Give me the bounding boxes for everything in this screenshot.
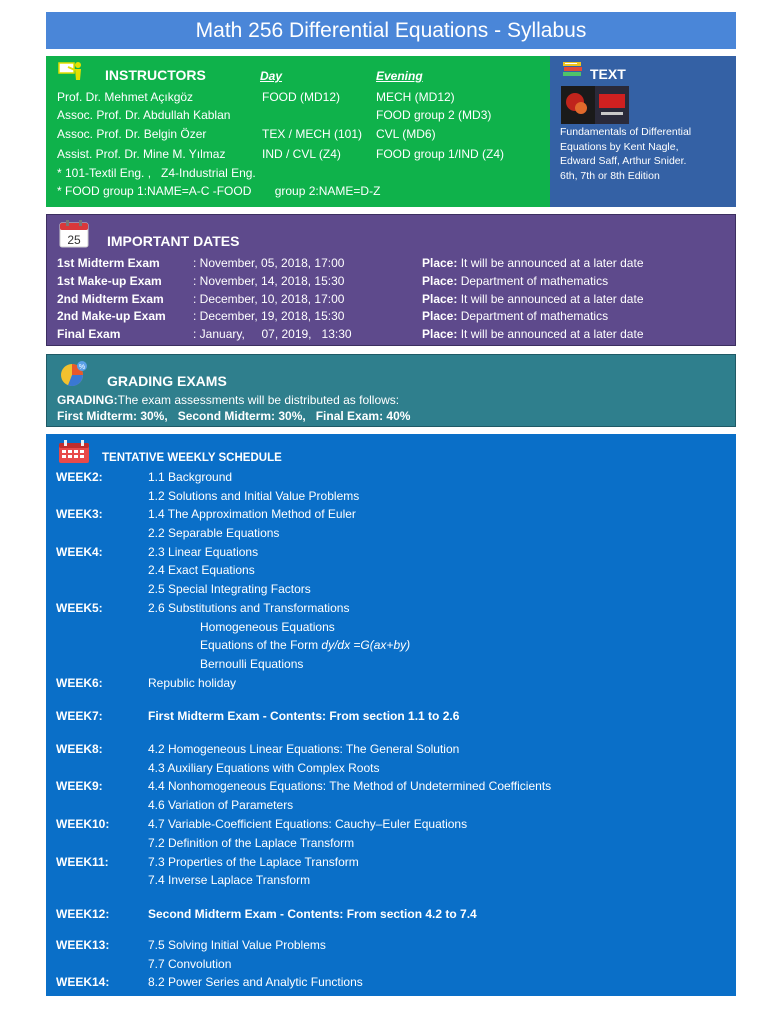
place-value: Department of mathematics (460, 274, 609, 288)
exam-date: : January, 07, 2019, 13:30 (193, 327, 352, 341)
exam-name: 1st Midterm Exam (57, 256, 160, 270)
place-label: Place: (422, 309, 458, 323)
week-label: WEEK7: (56, 709, 103, 723)
exam-date: : December, 19, 2018, 15:30 (193, 309, 345, 323)
equation-form: dy/dx =G(ax+by) (321, 638, 411, 652)
textbook-line: 6th, 7th or 8th Edition (560, 169, 660, 182)
pie-chart-icon (59, 361, 89, 387)
week-label: WEEK13: (56, 938, 110, 952)
place-label: Place: (422, 256, 458, 270)
grading-panel (46, 354, 736, 427)
title-bar (46, 12, 736, 49)
exam-place (422, 274, 608, 288)
textbook-line: Equations by Kent Nagle, (560, 140, 679, 153)
instructor-day: IND / CVL (Z4) (262, 147, 341, 161)
text-heading: TEXT (590, 66, 626, 82)
schedule-topic: First Midterm Exam - Contents: From section 1.1 to 2.6 (148, 709, 460, 723)
week-label: WEEK14: (56, 975, 110, 989)
instructor-name: Assoc. Prof. Dr. Belgin Özer (57, 127, 207, 141)
instructor-name: Assoc. Prof. Dr. Abdullah Kablan (57, 108, 231, 122)
schedule-topic: 7.4 Inverse Laplace Transform (148, 873, 311, 887)
week-label: WEEK12: (56, 907, 110, 921)
dates-heading: IMPORTANT DATES (107, 233, 240, 249)
schedule-topic: 2.3 Linear Equations (148, 545, 259, 559)
schedule-topic: Bernoulli Equations (200, 657, 304, 671)
textbook-panel (550, 56, 736, 207)
place-value: It will be announced at a later date (460, 256, 644, 270)
textbook-line: Edward Saff, Arthur Snider. (560, 155, 687, 167)
place-value: Department of mathematics (460, 309, 609, 323)
schedule-topic: 7.2 Definition of the Laplace Transform (148, 836, 355, 850)
exam-date: : November, 14, 2018, 15:30 (193, 274, 345, 288)
schedule-topic: Republic holiday (148, 676, 237, 690)
instructors-panel (46, 56, 550, 207)
textbook-description (560, 125, 691, 183)
calendar-icon (59, 220, 89, 248)
exam-name: 2nd Midterm Exam (57, 292, 164, 306)
calendar-day: 25 (67, 233, 81, 247)
schedule-topic: 1.2 Solutions and Initial Value Problems (148, 489, 360, 503)
week-label: WEEK2: (56, 470, 103, 484)
instructor-evening: FOOD group 1/IND (Z4) (376, 147, 505, 161)
schedule-topic: Homogeneous Equations (200, 620, 335, 634)
week-label: WEEK4: (56, 545, 103, 559)
weekly-schedule-panel (46, 434, 736, 996)
week-label: WEEK6: (56, 676, 103, 690)
place-label: Place: (422, 327, 458, 341)
column-evening: Evening (376, 69, 423, 83)
instructor-name: Assist. Prof. Dr. Mine M. Yılmaz (57, 147, 226, 161)
instructor-day: FOOD (MD12) (262, 90, 340, 104)
instructor-name: Prof. Dr. Mehmet Açıkgöz (57, 90, 194, 104)
week-label: WEEK3: (56, 507, 103, 521)
grading-weights: First Midterm: 30%, Second Midterm: 30%, Final Exam: 40% (57, 409, 411, 423)
exam-date: : December, 10, 2018, 17:00 (193, 292, 345, 306)
schedule-topic: Second Midterm Exam - Contents: From section 4.2 to 7.4 (148, 907, 477, 921)
instructors-note: * FOOD group 1:NAME=A-C -FOOD group 2:NAME=D-Z (57, 184, 381, 198)
exam-place (422, 256, 644, 270)
grading-text: The exam assessments will be distributed as follows: (117, 393, 400, 407)
schedule-topic: 4.2 Homogeneous Linear Equations: The General Solution (148, 742, 460, 756)
schedule-topic: 4.7 Variable-Coefficient Equations: Cauchy–Euler Equations (148, 817, 468, 831)
teacher-icon (58, 60, 84, 82)
week-label: WEEK5: (56, 601, 103, 615)
schedule-topic: 4.4 Nonhomogeneous Equations: The Method of Undetermined Coefficients (148, 779, 552, 793)
exam-date: : November, 05, 2018, 17:00 (193, 256, 345, 270)
exam-place (422, 292, 644, 306)
week-label: WEEK10: (56, 817, 110, 831)
svg-text:%: % (78, 364, 86, 371)
instructor-evening: CVL (MD6) (376, 127, 436, 141)
textbook-line: Fundamentals of Differential (560, 126, 692, 138)
place-value: It will be announced at a later date (460, 327, 644, 341)
place-label: Place: (422, 292, 458, 306)
schedule-topic: 2.5 Special Integrating Factors (148, 582, 311, 596)
important-dates-panel (46, 214, 736, 346)
schedule-topic: 7.7 Convolution (148, 957, 232, 971)
schedule-topic: 4.6 Variation of Parameters (148, 798, 294, 812)
instructors-heading: INSTRUCTORS (105, 67, 206, 83)
instructors-note: * 101-Textil Eng. , Z4-Industrial Eng. (57, 166, 256, 180)
page-title: Math 256 Differential Equations - Syllabus (195, 19, 587, 42)
schedule-topic: 1.1 Background (148, 470, 233, 484)
schedule-topic-text: Equations of the Form (200, 638, 322, 652)
schedule-topic: 1.4 The Approximation Method of Euler (148, 507, 356, 521)
exam-name: Final Exam (57, 327, 121, 341)
schedule-calendar-icon (58, 440, 90, 464)
exam-name: 2nd Make-up Exam (57, 309, 166, 323)
books-icon (563, 62, 583, 79)
grading-label: GRADING: (57, 393, 118, 407)
textbook-cover-image (561, 86, 629, 124)
schedule-topic: 7.5 Solving Initial Value Problems (148, 938, 326, 952)
exam-place (422, 309, 608, 323)
week-label: WEEK11: (56, 855, 109, 869)
column-day: Day (260, 69, 283, 83)
place-label: Place: (422, 274, 458, 288)
schedule-topic: 4.3 Auxiliary Equations with Complex Roots (148, 761, 380, 775)
exam-place (422, 327, 644, 341)
schedule-topic: 2.4 Exact Equations (148, 563, 255, 577)
instructor-evening: FOOD group 2 (MD3) (376, 108, 492, 122)
grading-description (57, 393, 399, 407)
schedule-heading: TENTATIVE WEEKLY SCHEDULE (102, 452, 282, 464)
schedule-topic: 7.3 Properties of the Laplace Transform (148, 855, 359, 869)
schedule-topic (200, 638, 410, 652)
exam-name: 1st Make-up Exam (57, 274, 162, 288)
schedule-topic: 2.2 Separable Equations (148, 526, 280, 540)
week-label: WEEK8: (56, 742, 103, 756)
week-label: WEEK9: (56, 779, 103, 793)
grading-heading: GRADING EXAMS (107, 373, 227, 389)
instructor-evening: MECH (MD12) (376, 90, 455, 104)
place-value: It will be announced at a later date (460, 292, 644, 306)
instructor-day: TEX / MECH (101) (262, 127, 363, 141)
schedule-topic: 8.2 Power Series and Analytic Functions (148, 975, 363, 989)
schedule-topic: 2.6 Substitutions and Transformations (148, 601, 350, 615)
